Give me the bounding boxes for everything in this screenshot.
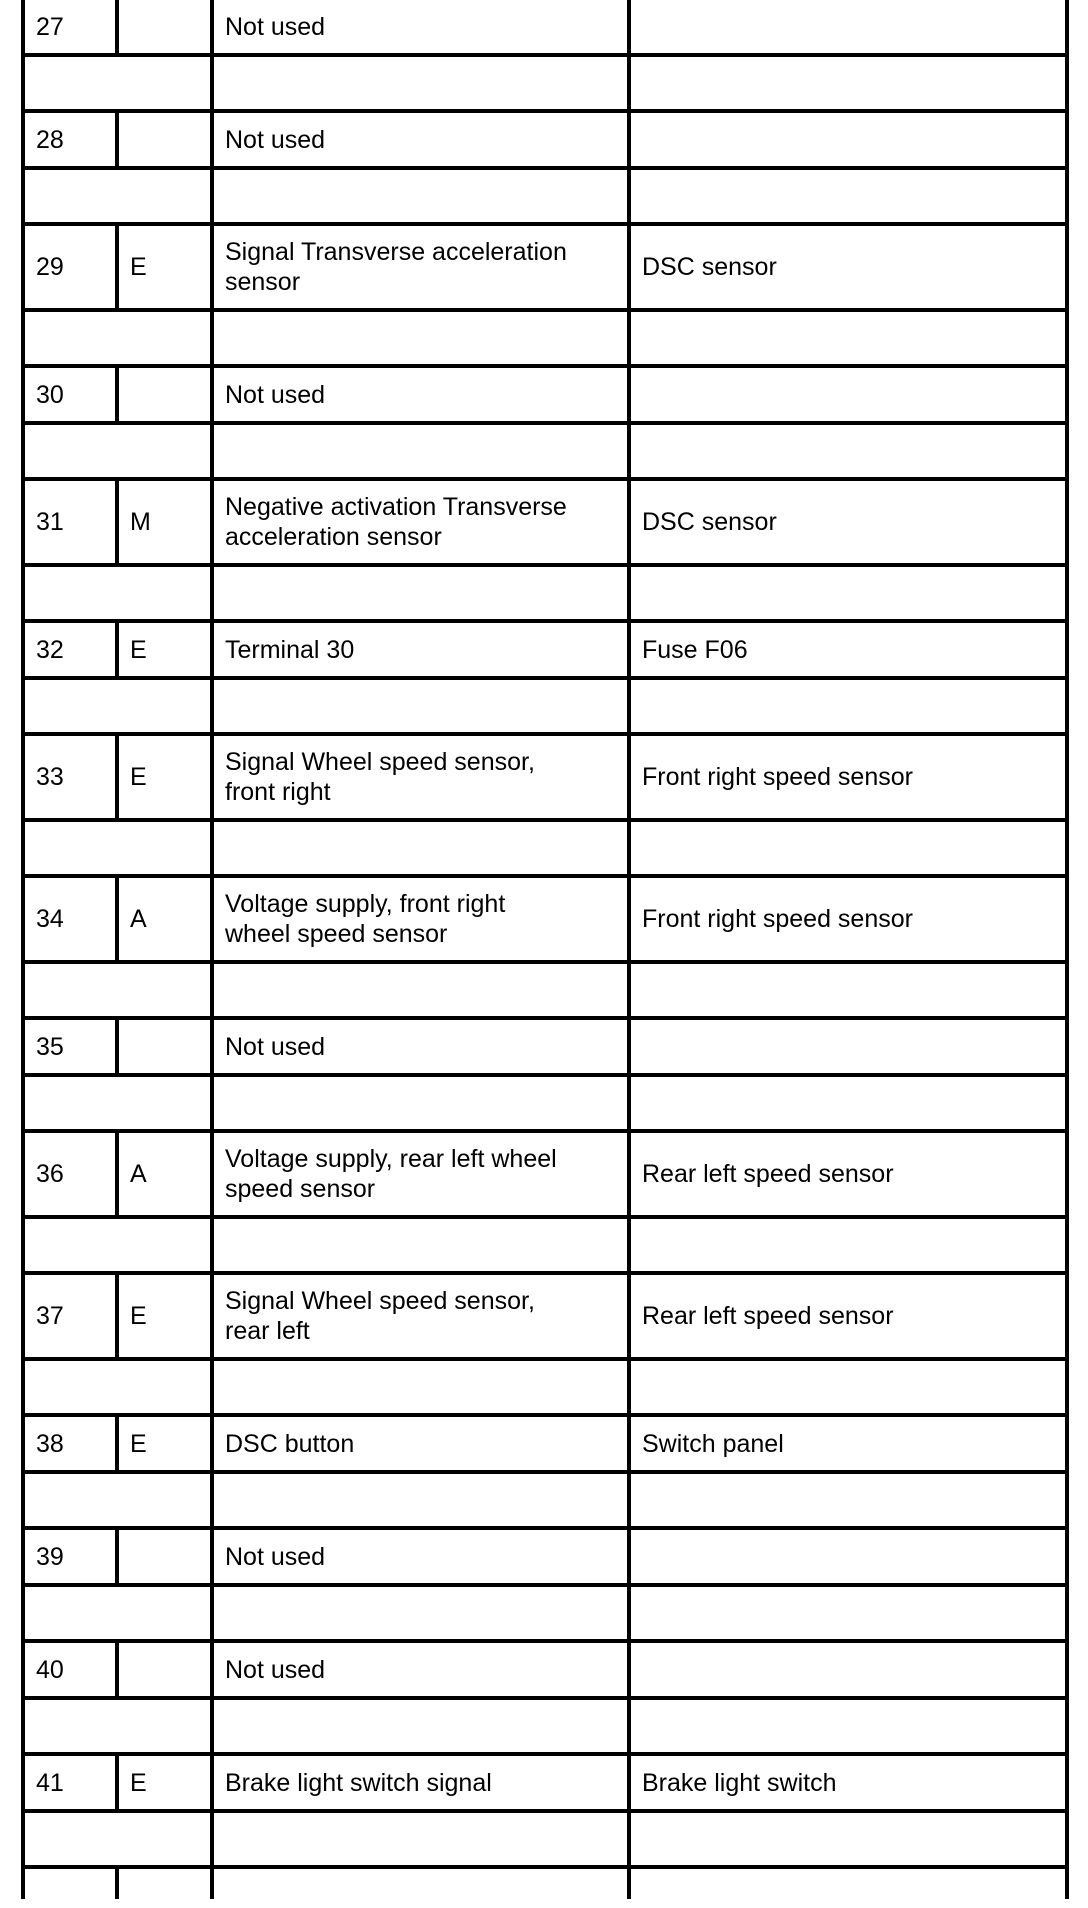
type-cell xyxy=(119,113,214,166)
spacer-connection-cell xyxy=(631,680,1065,732)
table-row xyxy=(25,1275,1065,1361)
type-cell-text: E xyxy=(130,253,147,281)
pin-cell-text: 36 xyxy=(36,1160,64,1188)
spacer-pin-cell xyxy=(25,312,214,364)
description-cell xyxy=(214,226,631,308)
pin-cell xyxy=(25,1756,119,1809)
type-cell xyxy=(119,1020,214,1073)
connection-cell-text: Fuse F06 xyxy=(642,635,748,664)
type-cell xyxy=(119,736,214,818)
spacer-pin-cell xyxy=(25,57,214,109)
type-cell-text: A xyxy=(130,1160,147,1188)
spacer-description-cell xyxy=(214,964,631,1016)
pin-cell xyxy=(25,1275,119,1357)
pin-cell-text: 28 xyxy=(36,125,64,154)
spacer-connection-cell xyxy=(631,1587,1065,1639)
description-cell-text: Signal Wheel speed sensor, rear left xyxy=(225,1287,535,1345)
connection-cell xyxy=(631,226,1065,308)
type-cell xyxy=(119,481,214,563)
spacer-connection-cell xyxy=(631,964,1065,1016)
table-row xyxy=(25,0,1065,57)
connection-cell xyxy=(631,1133,1065,1215)
spacer-description-cell xyxy=(214,170,631,222)
type-cell-text: E xyxy=(130,635,147,664)
spacer-pin-cell xyxy=(25,567,214,619)
spacer-connection-cell xyxy=(631,1361,1065,1413)
spacer-row xyxy=(25,567,1065,623)
table-row xyxy=(25,226,1065,312)
description-cell xyxy=(214,1417,631,1470)
pin-cell xyxy=(25,481,119,563)
pin-cell xyxy=(25,1643,119,1696)
pin-cell-text: 27 xyxy=(36,12,64,41)
spacer-connection-cell xyxy=(631,1077,1065,1129)
spacer-pin-cell xyxy=(25,1361,214,1413)
spacer-row xyxy=(25,170,1065,226)
type-cell xyxy=(119,0,214,53)
type-cell-text: E xyxy=(130,763,147,791)
table-row xyxy=(25,1020,1065,1077)
type-cell xyxy=(119,368,214,421)
connection-cell xyxy=(631,1869,1065,1899)
connection-cell xyxy=(631,1643,1065,1696)
spacer-description-cell xyxy=(214,1813,631,1865)
connection-cell xyxy=(631,878,1065,960)
pin-cell xyxy=(25,1530,119,1583)
description-cell-text: Signal Transverse acceleration sensor xyxy=(225,238,567,296)
spacer-description-cell xyxy=(214,1361,631,1413)
connection-cell-text: Front right speed sensor xyxy=(642,905,913,933)
description-cell-text: Brake light switch signal xyxy=(225,1768,492,1797)
type-cell xyxy=(119,1530,214,1583)
description-cell-text: Voltage supply, rear left wheel speed sensor xyxy=(225,1145,557,1203)
spacer-pin-cell xyxy=(25,1813,214,1865)
description-cell xyxy=(214,113,631,166)
connection-cell-text: DSC sensor xyxy=(642,253,777,281)
pin-cell xyxy=(25,1869,119,1899)
spacer-row xyxy=(25,822,1065,878)
table-row xyxy=(25,1530,1065,1587)
spacer-pin-cell xyxy=(25,1077,214,1129)
spacer-row xyxy=(25,312,1065,368)
spacer-description-cell xyxy=(214,312,631,364)
connection-cell-text: Front right speed sensor xyxy=(642,763,913,791)
description-cell-text: Not used xyxy=(225,1032,326,1061)
connection-cell-text: DSC sensor xyxy=(642,508,777,536)
spacer-row xyxy=(25,1813,1065,1869)
type-cell-text: E xyxy=(130,1429,147,1458)
connection-cell xyxy=(631,481,1065,563)
pin-cell xyxy=(25,878,119,960)
spacer-row xyxy=(25,1700,1065,1756)
pin-cell xyxy=(25,1417,119,1470)
description-cell-text: DSC button xyxy=(225,1429,355,1458)
spacer-connection-cell xyxy=(631,1219,1065,1271)
pin-cell xyxy=(25,113,119,166)
description-cell xyxy=(214,623,631,676)
table-row xyxy=(25,1133,1065,1219)
connection-cell-text: Rear left speed sensor xyxy=(642,1302,894,1330)
spacer-connection-cell xyxy=(631,425,1065,477)
partial-row xyxy=(25,1869,1065,1899)
table-row xyxy=(25,113,1065,170)
spacer-pin-cell xyxy=(25,822,214,874)
connection-cell xyxy=(631,113,1065,166)
spacer-description-cell xyxy=(214,425,631,477)
spacer-connection-cell xyxy=(631,1700,1065,1752)
spacer-row xyxy=(25,964,1065,1020)
pin-cell-text: 38 xyxy=(36,1429,64,1458)
table-row xyxy=(25,1756,1065,1813)
description-cell-text: Not used xyxy=(225,12,326,41)
pin-cell xyxy=(25,0,119,53)
description-cell xyxy=(214,736,631,818)
pin-cell xyxy=(25,1020,119,1073)
pin-cell xyxy=(25,736,119,818)
description-cell xyxy=(214,1530,631,1583)
spacer-connection-cell xyxy=(631,312,1065,364)
pin-cell xyxy=(25,1133,119,1215)
type-cell xyxy=(119,878,214,960)
description-cell-text: Not used xyxy=(225,380,326,409)
table-row xyxy=(25,1417,1065,1474)
connection-cell xyxy=(631,736,1065,818)
spacer-connection-cell xyxy=(631,57,1065,109)
spacer-pin-cell xyxy=(25,1219,214,1271)
pin-cell xyxy=(25,623,119,676)
description-cell xyxy=(214,1756,631,1809)
description-cell-text: Not used xyxy=(225,125,326,154)
type-cell xyxy=(119,1756,214,1809)
spacer-row xyxy=(25,57,1065,113)
table-row xyxy=(25,368,1065,425)
spacer-pin-cell xyxy=(25,1474,214,1526)
connection-cell-text: Switch panel xyxy=(642,1429,784,1458)
description-cell xyxy=(214,1643,631,1696)
spacer-row xyxy=(25,1077,1065,1133)
pin-cell-text: 33 xyxy=(36,763,64,791)
spacer-description-cell xyxy=(214,1077,631,1129)
spacer-description-cell xyxy=(214,822,631,874)
pin-cell-text: 41 xyxy=(36,1768,64,1797)
spacer-connection-cell xyxy=(631,1474,1065,1526)
spacer-row xyxy=(25,1219,1065,1275)
spacer-row xyxy=(25,1361,1065,1417)
spacer-description-cell xyxy=(214,680,631,732)
pin-cell-text: 30 xyxy=(36,380,64,409)
connection-cell xyxy=(631,0,1065,53)
connection-cell-text: Rear left speed sensor xyxy=(642,1160,894,1188)
spacer-connection-cell xyxy=(631,567,1065,619)
type-cell-text: A xyxy=(130,905,147,933)
type-cell-text: E xyxy=(130,1302,147,1330)
spacer-pin-cell xyxy=(25,1587,214,1639)
spacer-connection-cell xyxy=(631,822,1065,874)
description-cell-text: Negative activation Transverse acceleration sensor xyxy=(225,493,567,551)
pin-cell-text: 39 xyxy=(36,1542,64,1571)
description-cell xyxy=(214,1133,631,1215)
pin-assignment-table xyxy=(21,0,1069,1899)
type-cell xyxy=(119,1275,214,1357)
spacer-row xyxy=(25,1474,1065,1530)
pin-cell xyxy=(25,368,119,421)
description-cell-text: Voltage supply, front right wheel speed sensor xyxy=(225,890,506,948)
connection-cell xyxy=(631,368,1065,421)
connection-cell xyxy=(631,1417,1065,1470)
spacer-pin-cell xyxy=(25,425,214,477)
connection-cell xyxy=(631,623,1065,676)
pin-cell-text: 32 xyxy=(36,635,64,664)
description-cell xyxy=(214,368,631,421)
spacer-description-cell xyxy=(214,567,631,619)
connection-cell xyxy=(631,1275,1065,1357)
type-cell-text: M xyxy=(130,508,151,536)
spacer-description-cell xyxy=(214,1587,631,1639)
pin-cell xyxy=(25,226,119,308)
spacer-connection-cell xyxy=(631,1813,1065,1865)
description-cell-text: Not used xyxy=(225,1542,326,1571)
type-cell xyxy=(119,623,214,676)
description-cell-text: Signal Wheel speed sensor, front right xyxy=(225,748,535,806)
type-cell xyxy=(119,1869,214,1899)
description-cell-text: Not used xyxy=(225,1655,326,1684)
pin-cell-text: 29 xyxy=(36,253,64,281)
pin-cell-text: 31 xyxy=(36,508,64,536)
spacer-description-cell xyxy=(214,1700,631,1752)
type-cell xyxy=(119,1643,214,1696)
table-row xyxy=(25,878,1065,964)
pin-cell-text: 34 xyxy=(36,905,64,933)
pin-cell-text: 40 xyxy=(36,1655,64,1684)
spacer-description-cell xyxy=(214,1219,631,1271)
table-row xyxy=(25,481,1065,567)
spacer-connection-cell xyxy=(631,170,1065,222)
type-cell xyxy=(119,226,214,308)
description-cell xyxy=(214,1020,631,1073)
type-cell xyxy=(119,1133,214,1215)
pin-cell-text: 35 xyxy=(36,1032,64,1061)
description-cell xyxy=(214,481,631,563)
description-cell-text: Terminal 30 xyxy=(225,635,355,664)
spacer-pin-cell xyxy=(25,680,214,732)
connection-cell xyxy=(631,1020,1065,1073)
connection-cell xyxy=(631,1756,1065,1809)
type-cell xyxy=(119,1417,214,1470)
spacer-pin-cell xyxy=(25,964,214,1016)
spacer-row xyxy=(25,680,1065,736)
spacer-row xyxy=(25,425,1065,481)
description-cell xyxy=(214,1869,631,1899)
type-cell-text: E xyxy=(130,1768,147,1797)
connection-cell-text: Brake light switch xyxy=(642,1768,837,1797)
spacer-pin-cell xyxy=(25,1700,214,1752)
description-cell xyxy=(214,1275,631,1357)
spacer-description-cell xyxy=(214,57,631,109)
table-row xyxy=(25,623,1065,680)
table-row xyxy=(25,1643,1065,1700)
spacer-description-cell xyxy=(214,1474,631,1526)
connection-cell xyxy=(631,1530,1065,1583)
spacer-pin-cell xyxy=(25,170,214,222)
description-cell xyxy=(214,0,631,53)
description-cell xyxy=(214,878,631,960)
pin-cell-text: 37 xyxy=(36,1302,64,1330)
table-row xyxy=(25,736,1065,822)
spacer-row xyxy=(25,1587,1065,1643)
